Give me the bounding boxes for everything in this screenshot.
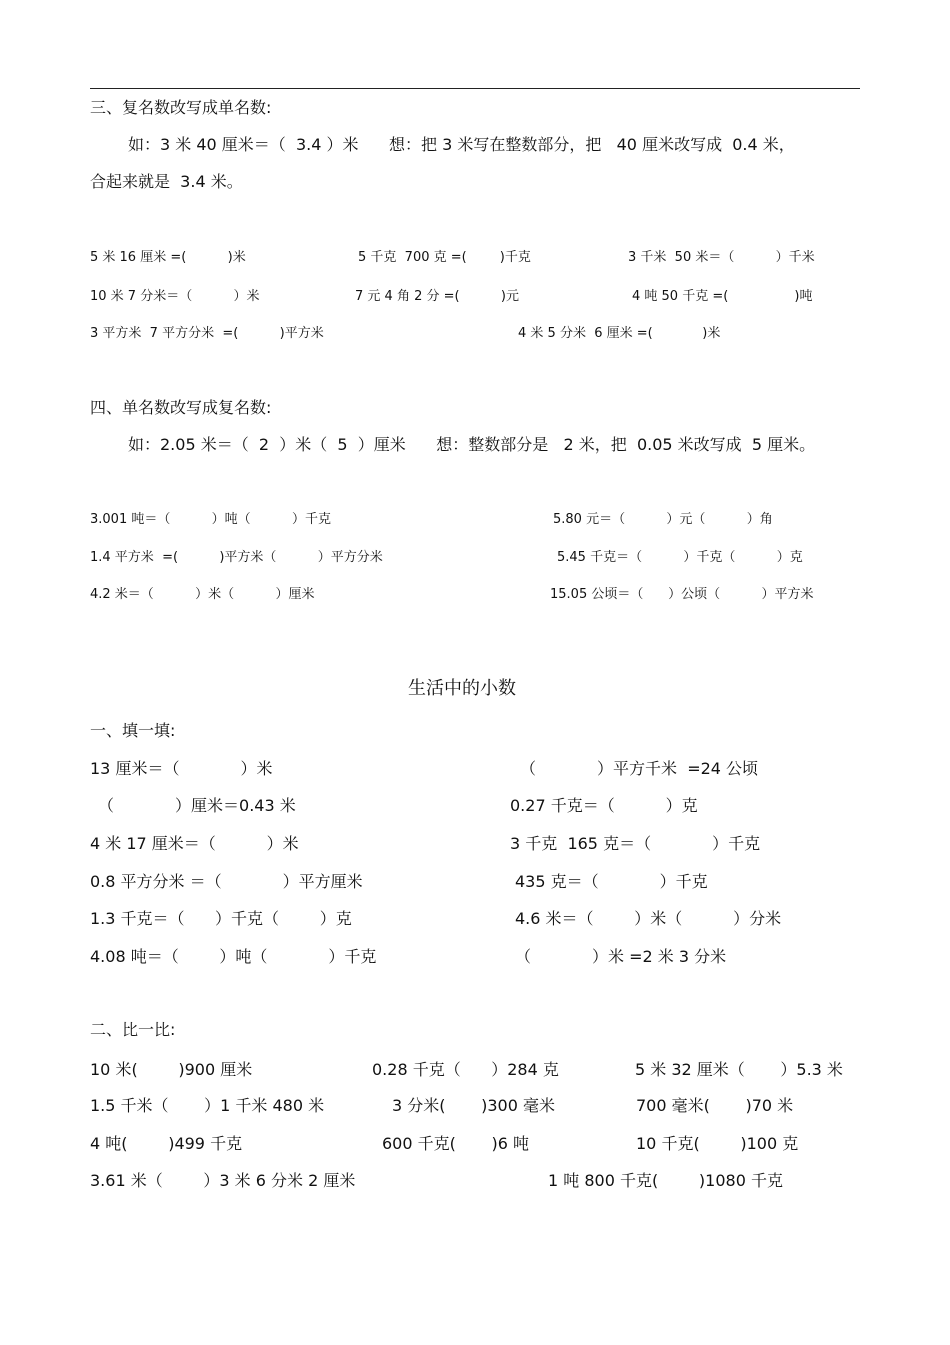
part2-heading: 二、比一比:: [90, 1020, 176, 1039]
section3-heading: 三、复名数改写成单名数:: [90, 98, 272, 117]
exercise-item: 5.45 千克＝（ ）千克（ ）克: [557, 550, 803, 565]
exercise-item: 3.001 吨＝（ ）吨（ ）千克: [90, 512, 331, 527]
exercise-item: 1.3 千克＝（ ）千克（ ）克: [90, 909, 352, 928]
exercise-item: 5.80 元＝（ ）元（ ）角: [553, 512, 773, 527]
exercise-item: 10 千克( )100 克: [636, 1134, 799, 1153]
exercise-item: 4 吨 50 千克 =( )吨: [632, 289, 813, 304]
exercise-item: 0.28 千克（ ）284 克: [372, 1060, 559, 1079]
header-rule: [90, 88, 860, 89]
exercise-item: 4.2 米＝（ ）米（ ）厘米: [90, 587, 315, 602]
section4-example-line: 如：2.05 米＝（ 2 ）米（ 5 ）厘米 想：整数部分是 2 米，把 0.05 米改写成 5 厘米。: [128, 435, 816, 454]
exercise-item: 10 米( )900 厘米: [90, 1060, 253, 1079]
section4-heading: 四、单名数改写成复名数:: [90, 398, 272, 417]
exercise-item: 3 平方米 7 平方分米 =( )平方米: [90, 326, 324, 341]
exercise-item: 4 米 5 分米 6 厘米 =( )米: [518, 326, 721, 341]
exercise-item: 3 千克 165 克＝（ ）千克: [510, 834, 761, 853]
exercise-item: 5 米 16 厘米 =( )米: [90, 250, 246, 265]
exercise-item: 0.27 千克＝（ ）克: [510, 796, 698, 815]
exercise-item: 3 千米 50 米＝（ ）千米: [628, 250, 815, 265]
exercise-item: 5 米 32 厘米（ ）5.3 米: [635, 1060, 843, 1079]
exercise-item: 4 米 17 厘米＝（ ）米: [90, 834, 299, 853]
exercise-item: 700 毫米( )70 米: [636, 1096, 794, 1115]
exercise-item: 600 千克( )6 吨: [382, 1134, 529, 1153]
exercise-item: 1 吨 800 千克( )1080 千克: [548, 1171, 783, 1190]
exercise-item: 3 分米( )300 毫米: [392, 1096, 555, 1115]
exercise-item: 10 米 7 分米＝（ ）米: [90, 289, 260, 304]
exercise-item: （ ）厘米＝0.43 米: [98, 796, 296, 815]
section3-example-line2: 合起来就是 3.4 米。: [90, 172, 243, 191]
exercise-item: （ ）平方千米 =24 公顷: [520, 759, 759, 778]
exercise-item: 3.61 米（ ）3 米 6 分米 2 厘米: [90, 1171, 356, 1190]
exercise-item: 4.08 吨＝（ ）吨（ ）千克: [90, 947, 377, 966]
exercise-item: 1.5 千米（ ）1 千米 480 米: [90, 1096, 325, 1115]
section3-example-line1: 如：3 米 40 厘米＝（ 3.4 ）米 想：把 3 米写在整数部分，把 40 厘米改写成 0.4 米，: [128, 135, 795, 154]
exercise-item: 4 吨( )499 千克: [90, 1134, 243, 1153]
exercise-item: 1.4 平方米 =( )平方米（ ）平方分米: [90, 550, 383, 565]
exercise-item: 435 克＝（ ）千克: [515, 872, 708, 891]
part1-heading: 一、填一填:: [90, 721, 176, 740]
exercise-item: 13 厘米＝（ ）米: [90, 759, 273, 778]
exercise-item: 5 千克 700 克 =( )千克: [358, 250, 531, 265]
page-title: 生活中的小数: [408, 678, 516, 699]
exercise-item: 4.6 米＝（ ）米（ ）分米: [515, 909, 782, 928]
exercise-item: 0.8 平方分米 ＝（ ）平方厘米: [90, 872, 363, 891]
exercise-item: 15.05 公顷＝（ ）公顷（ ）平方米: [550, 587, 814, 602]
exercise-item: 7 元 4 角 2 分 =( )元: [355, 289, 519, 304]
exercise-item: （ ）米 =2 米 3 分米: [515, 947, 727, 966]
